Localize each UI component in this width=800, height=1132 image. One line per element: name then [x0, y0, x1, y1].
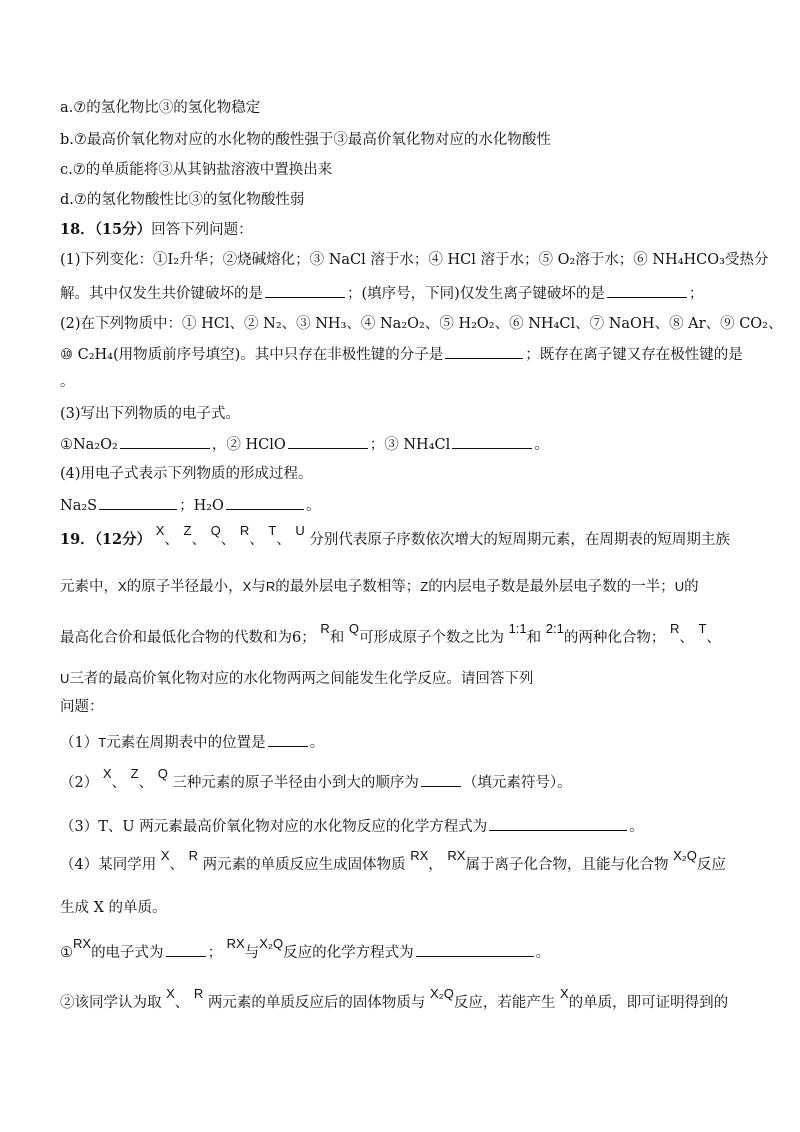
text-span: 、 [706, 630, 721, 646]
q17-option-c: c.⑦的单质能将③从其钠盐溶液中置换出来 [60, 162, 333, 178]
text-span: 的内层电子数是最外层电子数的一半； [428, 579, 675, 595]
q19-sub1 [60, 732, 324, 753]
q18-part2-line1: (2)在下列物质中：① HCl、② N₂、③ NH₃、④ Na₂O₂、⑤ H₂O₂、⑥ NH₄Cl、⑦ NaOH、⑧ Ar、⑨ CO₂、 [60, 316, 783, 332]
text-span: 、 [249, 532, 264, 548]
text-span: ； [688, 286, 704, 302]
q18-part3-blanks [60, 434, 549, 455]
text-span: 两元素的单质反应后的固体物质与 [207, 995, 426, 1011]
text-span: 、 [679, 630, 694, 646]
answer-blank[interactable] [445, 344, 523, 359]
symbol-r: R [669, 621, 680, 636]
q19-line4 [60, 669, 533, 689]
symbol-r: R [188, 848, 199, 863]
text-span: ， [428, 857, 443, 873]
symbol-x: X [166, 986, 175, 1001]
text-span: 的两种化合物； [563, 630, 666, 646]
answer-blank[interactable] [99, 495, 177, 510]
answer-blank[interactable] [265, 283, 345, 298]
text-span: 的原子半径最小， [126, 579, 243, 595]
text-span: 可形成原子个数之比为 [358, 630, 504, 646]
answer-blank[interactable] [166, 942, 206, 957]
text-span: 的 [684, 579, 699, 595]
symbol-x2q: X₂Q [259, 936, 284, 951]
answer-blank[interactable] [607, 283, 687, 298]
text-span: 、 [220, 532, 236, 548]
text-span: ；(填序号，下同)仅发生离子键破坏的是 [347, 286, 605, 302]
q17-option-a: a.⑦的氢化物比③的氢化物稳定 [60, 100, 261, 116]
text-span: ① [60, 945, 73, 961]
answer-blank[interactable] [268, 732, 308, 747]
symbol-rx: RX [226, 936, 245, 951]
symbol-t: T [698, 621, 707, 636]
text-span: 、 [164, 532, 179, 548]
symbol-x: X [155, 523, 165, 538]
q18-stem: 回答下列问题： [151, 222, 253, 238]
text-span: （3）T、U 两元素最高价氧化物对应的水化物反应的化学方程式为 [60, 819, 488, 835]
symbol-q: Q [210, 523, 221, 538]
text-span: 三种元素的原子半径由小到大的顺序为 [172, 775, 419, 791]
text-span: 反应，若能产生 [453, 995, 556, 1011]
text-span: 。 [309, 735, 325, 751]
symbol-x: X [160, 848, 170, 863]
text-span: ①Na₂O₂ [60, 437, 118, 453]
symbol-x: X [118, 579, 127, 594]
symbol-x2q: X₂Q [673, 848, 697, 863]
ratio-2-1: 2:1 [545, 621, 564, 636]
symbol-x: X [102, 766, 112, 781]
text-span: 、 [191, 532, 206, 548]
text-span: 的最外层电子数相等； [275, 579, 421, 595]
text-span: 元素中， [60, 579, 118, 595]
text-span: 与 [244, 945, 260, 961]
symbol-r: R [265, 579, 276, 594]
text-span: 、 [276, 532, 291, 548]
q19-sub4-item2 [60, 986, 729, 1013]
text-span: 、 [169, 857, 185, 873]
q19-score: （12分） [94, 531, 152, 548]
text-span: （2） [60, 775, 99, 791]
text-span: 反应 [696, 857, 726, 873]
text-span: 反应的化学方程式为 [283, 945, 414, 961]
q19-line2 [60, 577, 699, 597]
q19-line5: 问题： [60, 699, 104, 715]
q18-part1-line2 [60, 283, 703, 304]
q19-line3 [60, 621, 721, 648]
q17-option-d: d.⑦的氢化物酸性比③的氢化物酸性弱 [60, 192, 305, 208]
text-span: 。 [534, 437, 549, 453]
symbol-x: X [242, 579, 252, 594]
text-span: ；H₂O [179, 498, 224, 514]
text-span: 属于离子化合物，且能与化合物 [465, 857, 669, 873]
q17-option-b: b.⑦最高价氧化物对应的水化物的酸性强于③最高价氧化物对应的水化物酸性 [60, 132, 551, 148]
text-span: ⑩ C₂H₄(用物质前序号填空)。其中只存在非极性键的分子是 [60, 347, 444, 363]
q18-part1-line1: (1)下列变化：①I₂升华；②烧碱熔化；③ NaCl 溶于水；④ HCl 溶于水；⑤ O₂溶于水；⑥ NH₄HCO₃受热分 [60, 252, 769, 268]
symbol-r: R [239, 523, 250, 538]
q18-number: 18． [60, 221, 95, 238]
q18-part2-line2 [60, 344, 743, 365]
q18-header [60, 220, 253, 240]
q19-sub3 [60, 816, 644, 837]
answer-blank[interactable] [489, 816, 627, 831]
answer-blank[interactable] [452, 434, 532, 449]
text-span: 两元素的单质反应生成固体物质 [202, 857, 406, 873]
text-span: Na₂S [60, 498, 98, 514]
symbol-rx: RX [73, 936, 92, 951]
text-span: 、 [174, 995, 190, 1011]
symbol-q: Q [348, 621, 359, 636]
symbol-q: Q [157, 766, 168, 781]
symbol-t: T [268, 523, 277, 538]
symbol-r: R [193, 986, 204, 1001]
text-span: ；既存在离子键又存在极性键的是 [525, 347, 743, 363]
symbol-rx: RX [410, 848, 429, 863]
symbol-z: Z [183, 523, 192, 538]
q19-sub2 [60, 766, 572, 793]
text-span: 的电子式为 [91, 945, 164, 961]
answer-blank[interactable] [416, 942, 534, 957]
text-span: 。 [535, 945, 551, 961]
symbol-x: X [559, 986, 569, 1001]
text-span: ；③ NH₄Cl [369, 437, 451, 453]
text-span: 三者的最高价氧化物对应的水化物两两之间能发生化学反应。请回答下列 [69, 671, 534, 687]
text-span: （1） [60, 735, 99, 751]
symbol-u: U [60, 671, 70, 686]
text-span: 。 [305, 498, 321, 514]
symbol-z: Z [130, 766, 139, 781]
text-span: （填元素符号）。 [462, 775, 572, 791]
text-span: ； [207, 945, 223, 961]
text-span: 、 [111, 775, 127, 791]
q18-part4-blanks [60, 495, 320, 516]
text-span: 最高化合价和最低化合物的代数和为6； [60, 630, 316, 646]
text-span: 的单质，即可证明得到的 [568, 995, 729, 1011]
q19-sub4-line1 [60, 848, 726, 875]
q18-part2-line3: 。 [60, 374, 75, 390]
symbol-z: Z [420, 579, 429, 594]
q18-part3-title: (3)写出下列物质的电子式。 [60, 406, 241, 422]
q19-sub4-item1 [60, 936, 551, 963]
answer-blank[interactable] [226, 495, 304, 510]
text-span: ，② HClO [211, 437, 286, 453]
text-span: 和 [526, 630, 542, 646]
symbol-u: U [674, 579, 685, 594]
symbol-t: T [98, 735, 107, 750]
symbol-u: U [295, 523, 305, 538]
symbol-rx: RX [447, 848, 466, 863]
q19-sub4-line2: 生成 X 的单质。 [60, 900, 167, 916]
text-span: 元素在周期表中的位置是 [106, 735, 266, 751]
text-span: 、 [138, 775, 154, 791]
q19-line1 [60, 523, 730, 550]
text-span: 分别代表原子序数依次增大的短周期元素，在周期表的短周期主族 [309, 532, 730, 548]
answer-blank[interactable] [120, 434, 210, 449]
q18-part4-title: (4)用电子式表示下列物质的形成过程。 [60, 466, 313, 482]
text-span: 和 [329, 630, 345, 646]
ratio-1-1: 1:1 [508, 621, 527, 636]
text-span: ②该同学认为取 [60, 995, 162, 1011]
q19-number: 19． [60, 531, 95, 548]
text-span: 解。其中仅发生共价键破坏的是 [60, 286, 263, 302]
q18-score: （15分） [94, 221, 152, 238]
text-span: 与 [251, 579, 266, 595]
text-span: 。 [629, 819, 644, 835]
symbol-r: R [320, 621, 330, 636]
answer-blank[interactable] [421, 772, 461, 787]
symbol-x2q: X₂Q [430, 986, 454, 1001]
text-span: （4）某同学用 [60, 857, 157, 873]
answer-blank[interactable] [288, 434, 368, 449]
